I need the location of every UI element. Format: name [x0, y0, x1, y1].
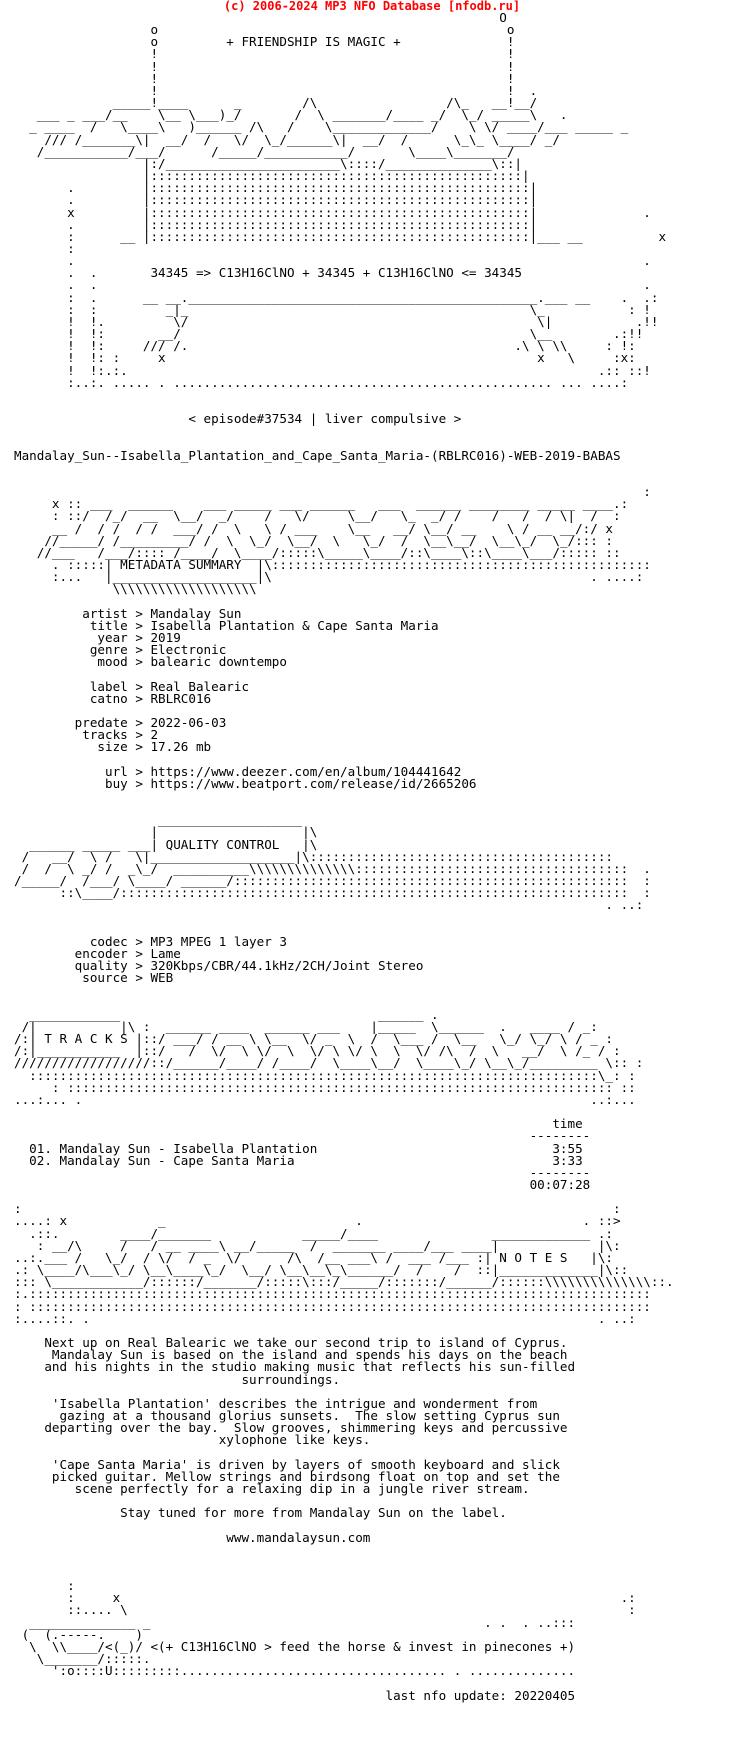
nfo-line: artist > Mandalay Sun [14, 605, 242, 621]
nfo-line: ______ _____ ___| QUALITY CONTROL |\ [14, 836, 318, 852]
nfo-line: Mandalay_Sun--Isabella_Plantation_and_Cape_Santa_Maria-(RBLRC016)-WEB-2019-BABAS [14, 447, 621, 463]
nfo-line: . :::::| METADATA SUMMARY |\:::::::::::::::::::::::::::::::::::::::::::::::::: [14, 557, 651, 573]
nfo-line: codec > MP3 MPEG 1 layer 3 [14, 933, 287, 949]
nfo-line: : __ |::::::::::::::::::::::::::::::::::::::::::::::::::|___ __ x [14, 228, 667, 244]
nfo-line: : : _|_ \_ : ! [14, 301, 651, 317]
nfo-line: _____!____ _ /\ /\_ __!__/ [14, 95, 538, 111]
nfo-line: ! ! . [14, 82, 538, 98]
nfo-line: |:/_______________________\::::/______________\::| [14, 155, 522, 171]
nfo-line: 'Cape Santa Maria' is driven by layers of smooth keyboard and slick [14, 1456, 560, 1472]
nfo-line: : [14, 484, 651, 500]
nfo-line: www.mandalaysun.com [14, 1529, 371, 1545]
nfo-line: :..:. ..... . .................................................. ... ....: [14, 374, 629, 390]
nfo-line: title > Isabella Plantation & Cape Santa Maria [14, 617, 439, 633]
nfo-line: surroundings. [14, 1371, 341, 1387]
nfo-line: ! ! [14, 58, 515, 74]
nfo-line: / __/ \ / \|___________________|\:::::::::::::::::::::::::::::::::::::::: [14, 848, 613, 864]
nfo-line: . |::::::::::::::::::::::::::::::::::::::::::::::::::| [14, 216, 538, 232]
nfo-line: encoder > Lame [14, 946, 181, 962]
nfo-line: \_______/:::::. [14, 1651, 151, 1667]
nfo-line: ! ! [14, 46, 515, 62]
nfo-line: : [14, 1578, 75, 1594]
nfo-line: o o [14, 22, 515, 38]
nfo-line: /_____/ /___/ \____/ ______/:::::::::::::::::::::::::::::::::::::::::::::::::::: : [14, 873, 651, 889]
nfo-line: : x .: [14, 1590, 636, 1606]
nfo-line: : [14, 240, 651, 256]
nfo-line: year > 2019 [14, 629, 181, 645]
nfo-line: ....: x _ . . ::> [14, 1213, 621, 1229]
nfo-line: ::\____/::::::::::::::::::::::::::::::::::::::::::::::::::::::::::::::::::: : [14, 885, 651, 901]
nfo-line: . . 34345 => C13H16ClNO + 34345 + C13H16ClNO <= 34345 [14, 265, 522, 281]
nfo-line: < episode#37534 | liver compulsive > [14, 411, 462, 427]
nfo-line: mood > balearic downtempo [14, 654, 287, 670]
nfo-line: : __/\ / / __ ____\ __/_____ / _______ ____/___ ____| |\: [14, 1237, 621, 1253]
nfo-line: : : [14, 1201, 621, 1217]
nfo-line: ...:... . ..:... [14, 1091, 636, 1107]
nfo-line: \\\\\\\\\\\\\\\\\\\ [14, 581, 257, 597]
nfo-line: -------- [14, 1128, 591, 1144]
nfo-line: ! !: __/ \__ .:!! [14, 326, 644, 342]
nfo-line: buy > https://www.beatport.com/release/id/2665206 [14, 775, 477, 791]
nfo-line: genre > Electronic [14, 642, 227, 658]
nfo-line: ____________ ______ . [14, 1006, 439, 1022]
nfo-line: :....::. . . ..: [14, 1310, 636, 1326]
site-credit-banner: (c) 2006-2024 MP3 NFO Database [nfodb.ru] [223, 0, 521, 13]
nfo-line: :... |___________________|\ . ....: [14, 569, 644, 585]
nfo-line: xylophone like keys. [14, 1432, 371, 1448]
nfo-line: _ ____ / \____\ )______ /\ / \_____________/ \ \/ ____/___ _____ _ [14, 119, 629, 135]
nfo-line: ! !: : x x \ :x: [14, 350, 636, 366]
nfo-line: time [14, 1116, 583, 1132]
nfo-line: ! !:.:. .:: ::! [14, 362, 651, 378]
nfo-line: url > https://www.deezer.com/en/album/104441642 [14, 763, 462, 779]
nfo-line: . . . [14, 277, 651, 293]
nfo-line: ___ _ ___/__ \__ \___)_/ / \ _______/____ _/ \_/ _____\ . [14, 107, 568, 123]
nfo-line: 00:07:28 [14, 1177, 591, 1192]
nfo-line: | |\ [14, 824, 318, 840]
nfo-line: predate > 2022-06-03 [14, 715, 227, 731]
nfo-line: ! !: /// /. .\ \ \\ : !: [14, 338, 636, 354]
nfo-line: .::. ____/_______ _____/____ _____________ .: [14, 1225, 613, 1241]
nfo-line: ___________________ [14, 812, 303, 828]
nfo-line: 02. Mandalay Sun - Cape Santa Maria 3:33 [14, 1152, 583, 1168]
nfo-line: /:|___________ |::/ / \/ \ \/ \ \/ \ \/ \ \ \/ /\ / \ __/ \ /_ / : [14, 1043, 621, 1059]
nfo-line: 'Isabella Plantation' describes the intrigue and wonderment from [14, 1395, 538, 1411]
nfo-line: departing over the bay. Slow grooves, shimmering keys and percussive [14, 1420, 568, 1436]
nfo-line: /:| T R A C K S |::/ ___/ / __ \ \__ \/ _ \ / \___ / \__ \_/ \_/ \ / _ : [14, 1031, 613, 1047]
nfo-line: / / \ _/ / _\_/ __________\\\\\\\\\\\\\\:::::::::::::::::::::::::::::::::::: . [14, 860, 651, 876]
nfo-line: . |::::::::::::::::::::::::::::::::::::::::::::::::::| [14, 180, 538, 196]
nfo-line: |:::::::::::::::::::::::::::::::::::::::::::::::::| [14, 168, 530, 184]
nfo-line: ! ! [14, 70, 515, 86]
nfo-line: source > WEB [14, 970, 174, 986]
nfo-line: label > Real Balearic [14, 678, 250, 694]
nfo-line: ::.... \ : [14, 1602, 636, 1618]
nfo-line: //////////////////::/______/____/ /____/ \____\__/ \____\_/ \__\_/_________ \:: : [14, 1055, 644, 1071]
nfo-line: : ::/ /_/ __ \__/ _/ / \/ \__/ \_ _/ / / / / \| / : [14, 508, 621, 524]
nfo-line: : . __ __.______________________________________________.___ __ . .: [14, 289, 659, 305]
nfo-line: Stay tuned for more from Mandalay Sun on the label. [14, 1505, 507, 1521]
nfo-line: ..:.___ / \_/ / \/ / _ \/ /\ /__ ___\ / ___ /___ :| N O T E S |\: [14, 1249, 613, 1265]
nfo-line: ( (.-----. ) [14, 1626, 143, 1642]
nfo-line: gazing at a thousand glorius sunsets. The slow setting Cyprus sun [14, 1407, 560, 1423]
nfo-line: __ / / / / / ___/ / \ \ / ___ \__ __/ \__/ __ \ / __ __/:/ x [14, 520, 613, 536]
nfo-line: : :::::::::::::::::::::::::::::::::::::::::::::::::::::::::::::::::::::::::::::::::: [14, 1298, 651, 1314]
nfo-line: Mandalay Sun is based on the island and spends his days on the beach [14, 1347, 568, 1363]
nfo-line: x |::::::::::::::::::::::::::::::::::::::::::::::::::| . [14, 204, 651, 220]
nfo-line: -------- [14, 1164, 591, 1180]
nfo-line: scene perfectly for a relaxing dip in a jungle river stream. [14, 1480, 530, 1496]
nfo-line: ______________ _ . . . ..::: [14, 1614, 576, 1630]
nfo-line: and his nights in the studio making music that reflects his sun-filled [14, 1359, 576, 1375]
nfo-line: Next up on Real Balearic we take our second trip to island of Cyprus. [14, 1335, 568, 1351]
nfo-line: . . [14, 253, 651, 269]
nfo-line: last nfo update: 20220405 [14, 1687, 576, 1703]
nfo-line: //_____/ /_________/ / \ \_/ \__/ \ \_/ / \__\__/ \__\_/ \_/::: : [14, 532, 613, 548]
nfo-text-block [0, 12, 744, 1702]
nfo-line: :::::::::::::::::::::::::::::::::::::::::::::::::::::::::::::::::::::::::::\_: : [14, 1067, 636, 1083]
nfo-line: catno > RBLRC016 [14, 690, 212, 706]
nfo-line: ::: \____________/::::::/_______/:::::\:::/_____/:::::::/______/::::::\\\\\\\\\\\\\\::. [14, 1274, 674, 1290]
nfo-line: . |::::::::::::::::::::::::::::::::::::::::::::::::::| [14, 192, 538, 208]
nfo-line: o + FRIENDSHIP IS MAGIC + ! [14, 34, 515, 50]
nfo-line: quality > 320Kbps/CBR/44.1kHz/2CH/Joint Stereo [14, 958, 424, 974]
nfo-line: x :: ___ ______ ___ _____ ___ ______ ___ ______ ________ _____ ____.: [14, 496, 629, 512]
nfo-line: . ..: [14, 897, 644, 913]
nfo-line: : :::::::::::::::::::::::::::::::::::::::::::::::::::::::::::::::::::::::: :: [14, 1079, 636, 1095]
nfo-line: //___ /___/:::: /____/ \____/:::::\_____\____/::\____\::\____\___/::::: :: [14, 544, 621, 560]
nfo-line: ! !. \/ \| .!! [14, 313, 659, 329]
nfo-line: 01. Mandalay Sun - Isabella Plantation 3:55 [14, 1140, 583, 1156]
nfo-line: \ \\____/<(_)/ <(+ C13H16ClNO > feed the horse & invest in pinecones +) [14, 1638, 576, 1654]
nfo-line: picked guitar. Mellow strings and birdsong float on top and set the [14, 1468, 560, 1484]
nfo-line: O [14, 10, 507, 25]
nfo-line: size > 17.26 mb [14, 739, 212, 755]
nfo-line: ':o::::U:::::::::................................... . .............. [14, 1663, 576, 1679]
nfo-line: :.:::::::::::::::::::::::::::::::::::::::::::::::::::::::::::::::::::::::::::::::::: [14, 1286, 651, 1302]
nfo-line: .: \____/\___\_/ \__\____\_/ \__/ \__\__\_\______/ / / ::|_____________|\:: [14, 1262, 629, 1278]
nfo-line: /// /_______\| __/ / \/ \_/______\| __/ / \_\_ \____/ _/ [14, 131, 560, 147]
nfo-line: tracks > 2 [14, 727, 159, 743]
nfo-line: /| |\ : ______ ____ ______ ___ |_____ \______ . ____ / _: [14, 1018, 598, 1034]
nfo-line: /___________/___/ /_____/___________/ \____\_______/ [14, 143, 515, 159]
